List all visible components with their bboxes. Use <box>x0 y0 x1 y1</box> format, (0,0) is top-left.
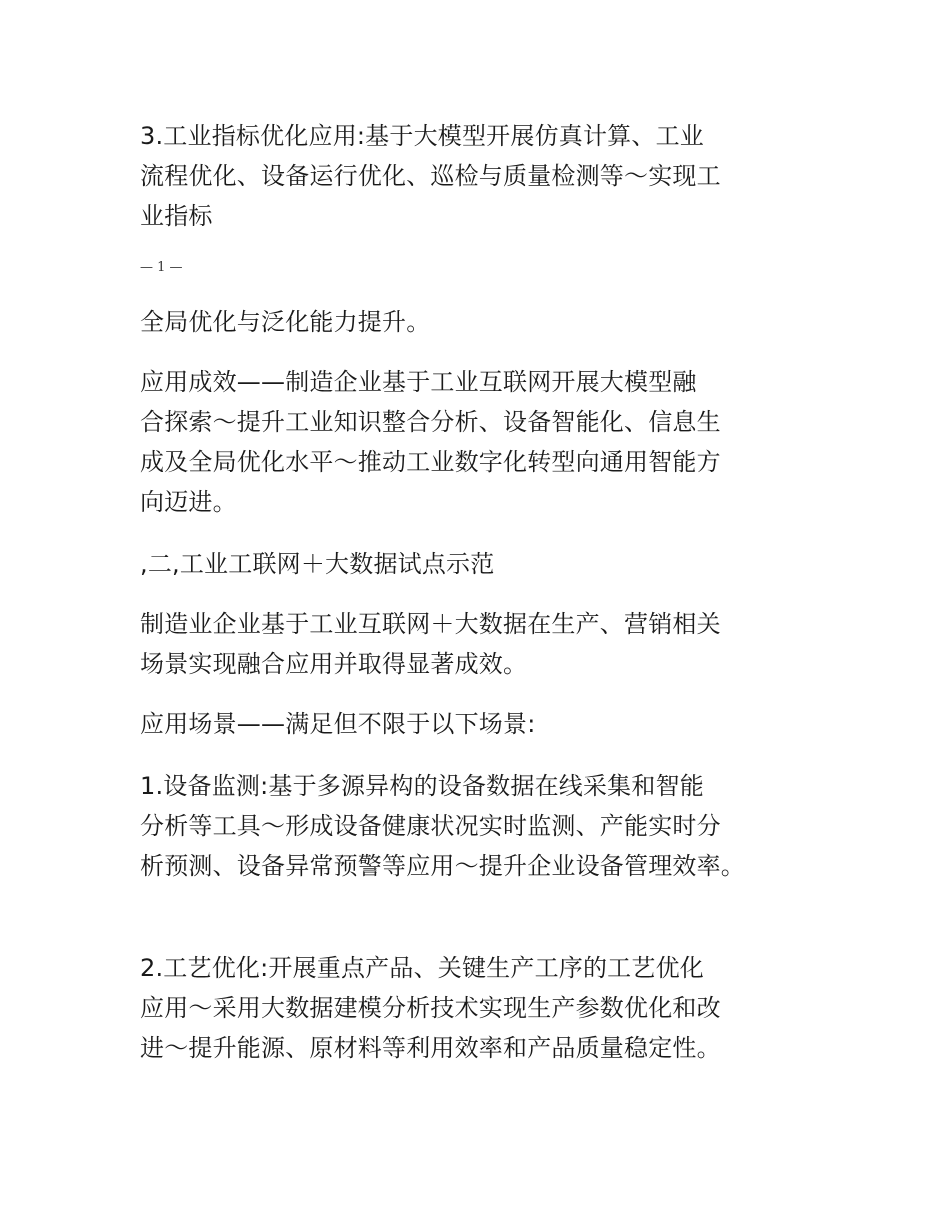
section-2-heading <box>140 544 494 584</box>
text-line: 应用场景——满足但不限于以下场景: <box>140 710 536 738</box>
text-line: 全局优化与泛化能力提升。 <box>140 308 431 336</box>
paragraph-item-3 <box>140 116 721 236</box>
text-line: 制造业企业基于工业互联网＋大数据在生产、营销相关 <box>140 610 721 638</box>
text-line: 应用成效——制造企业基于工业互联网开展大模型融 <box>140 368 697 396</box>
scenarios-heading <box>140 704 536 744</box>
text-line: 进～提升能源、原材料等利用效率和产品质量稳定性。 <box>140 1034 721 1062</box>
text-line: 业指标 <box>140 202 213 230</box>
text-line: 流程优化、设备运行优化、巡检与质量检测等～实现工 <box>140 162 721 190</box>
text-line: 2.工艺优化:开展重点产品、关键生产工序的工艺优化 <box>140 954 704 982</box>
section-heading: ,二,工业工联网＋大数据试点示范 <box>140 550 495 578</box>
text-line: 分析等工具～形成设备健康状况实时监测、产能实时分 <box>140 812 721 840</box>
page-number: — 1 — <box>140 260 183 275</box>
text-line: 应用～采用大数据建模分析技术实现生产参数优化和改 <box>140 994 721 1022</box>
paragraph-section-2-intro <box>140 604 721 684</box>
text-line: 析预测、设备异常预警等应用～提升企业设备管理效率。 <box>140 852 745 880</box>
text-line: 向迈进。 <box>140 488 237 516</box>
text-line: 1.设备监测:基于多源异构的设备数据在线采集和智能 <box>140 772 704 800</box>
paragraph-continuation <box>140 302 430 342</box>
paragraph-scenario-1 <box>140 766 745 886</box>
text-line: 合探索～提升工业知识整合分析、设备智能化、信息生 <box>140 408 721 436</box>
paragraph-scenario-2 <box>140 948 721 1068</box>
text-line: 3.工业指标优化应用:基于大模型开展仿真计算、工业 <box>140 122 704 150</box>
paragraph-application-effect <box>140 362 721 522</box>
text-line: 成及全局优化水平～推动工业数字化转型向通用智能方 <box>140 448 721 476</box>
text-line: 场景实现融合应用并取得显著成效。 <box>140 650 528 678</box>
